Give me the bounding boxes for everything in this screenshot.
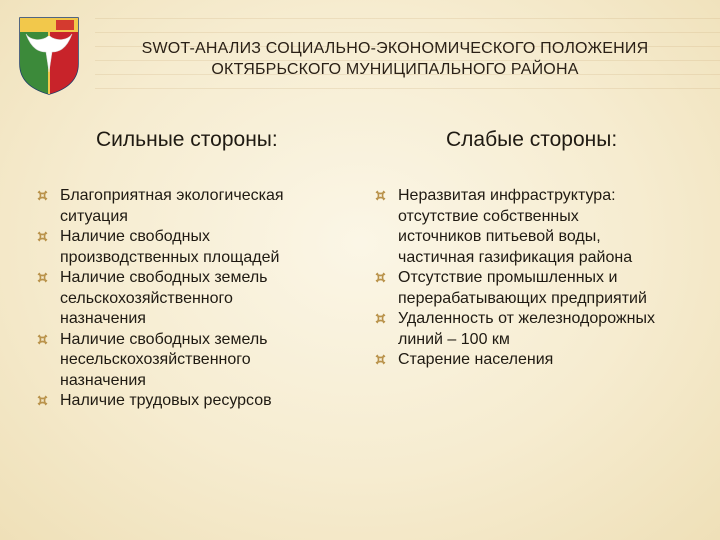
strength-text: Наличие свободных земель несельскохозяйственного назначения	[60, 330, 268, 389]
scroll-bullet-icon	[36, 189, 49, 202]
weaknesses-list	[374, 186, 706, 371]
scroll-bullet-icon	[36, 230, 49, 243]
strength-text: Наличие свободных земель сельскохозяйственного назначения	[60, 269, 268, 327]
strength-text: Наличие свободных производственных площадей	[60, 228, 280, 266]
list-item	[36, 186, 336, 227]
weakness-text: Удаленность от железнодорожных линий – 100 км	[398, 310, 655, 348]
coat-of-arms-icon	[16, 12, 82, 96]
title-line-1: SWOT-АНАЛИЗ СОЦИАЛЬНО-ЭКОНОМИЧЕСКОГО ПОЛОЖЕНИЯ	[141, 40, 649, 57]
scroll-bullet-icon	[36, 271, 49, 284]
list-item	[374, 268, 706, 309]
scroll-bullet-icon	[374, 189, 387, 202]
list-item	[36, 227, 336, 268]
list-item	[374, 186, 706, 268]
list-item	[36, 391, 336, 412]
scroll-bullet-icon	[374, 353, 387, 366]
strength-text: Наличие трудовых ресурсов	[60, 392, 272, 409]
weakness-text: Старение населения	[398, 351, 554, 368]
weaknesses-heading: Слабые стороны:	[446, 128, 618, 151]
weakness-text: Неразвитая инфраструктура: отсутствие собственных источников питьевой воды, частичная газификация района	[398, 187, 633, 266]
strengths-list	[36, 186, 336, 412]
list-item	[374, 350, 706, 371]
weakness-text: Отсутствие промышленных и перерабатывающих предприятий	[398, 269, 647, 307]
slide-title	[95, 38, 695, 80]
strengths-heading: Сильные стороны:	[96, 128, 278, 151]
list-item	[36, 268, 336, 330]
list-item	[36, 330, 336, 392]
scroll-bullet-icon	[374, 312, 387, 325]
scroll-bullet-icon	[36, 333, 49, 346]
scroll-bullet-icon	[374, 271, 387, 284]
list-item	[374, 309, 706, 350]
scroll-bullet-icon	[36, 394, 49, 407]
title-line-2: ОКТЯБРЬСКОГО МУНИЦИПАЛЬНОГО РАЙОНА	[211, 61, 579, 78]
strength-text: Благоприятная экологическая ситуация	[60, 187, 284, 225]
